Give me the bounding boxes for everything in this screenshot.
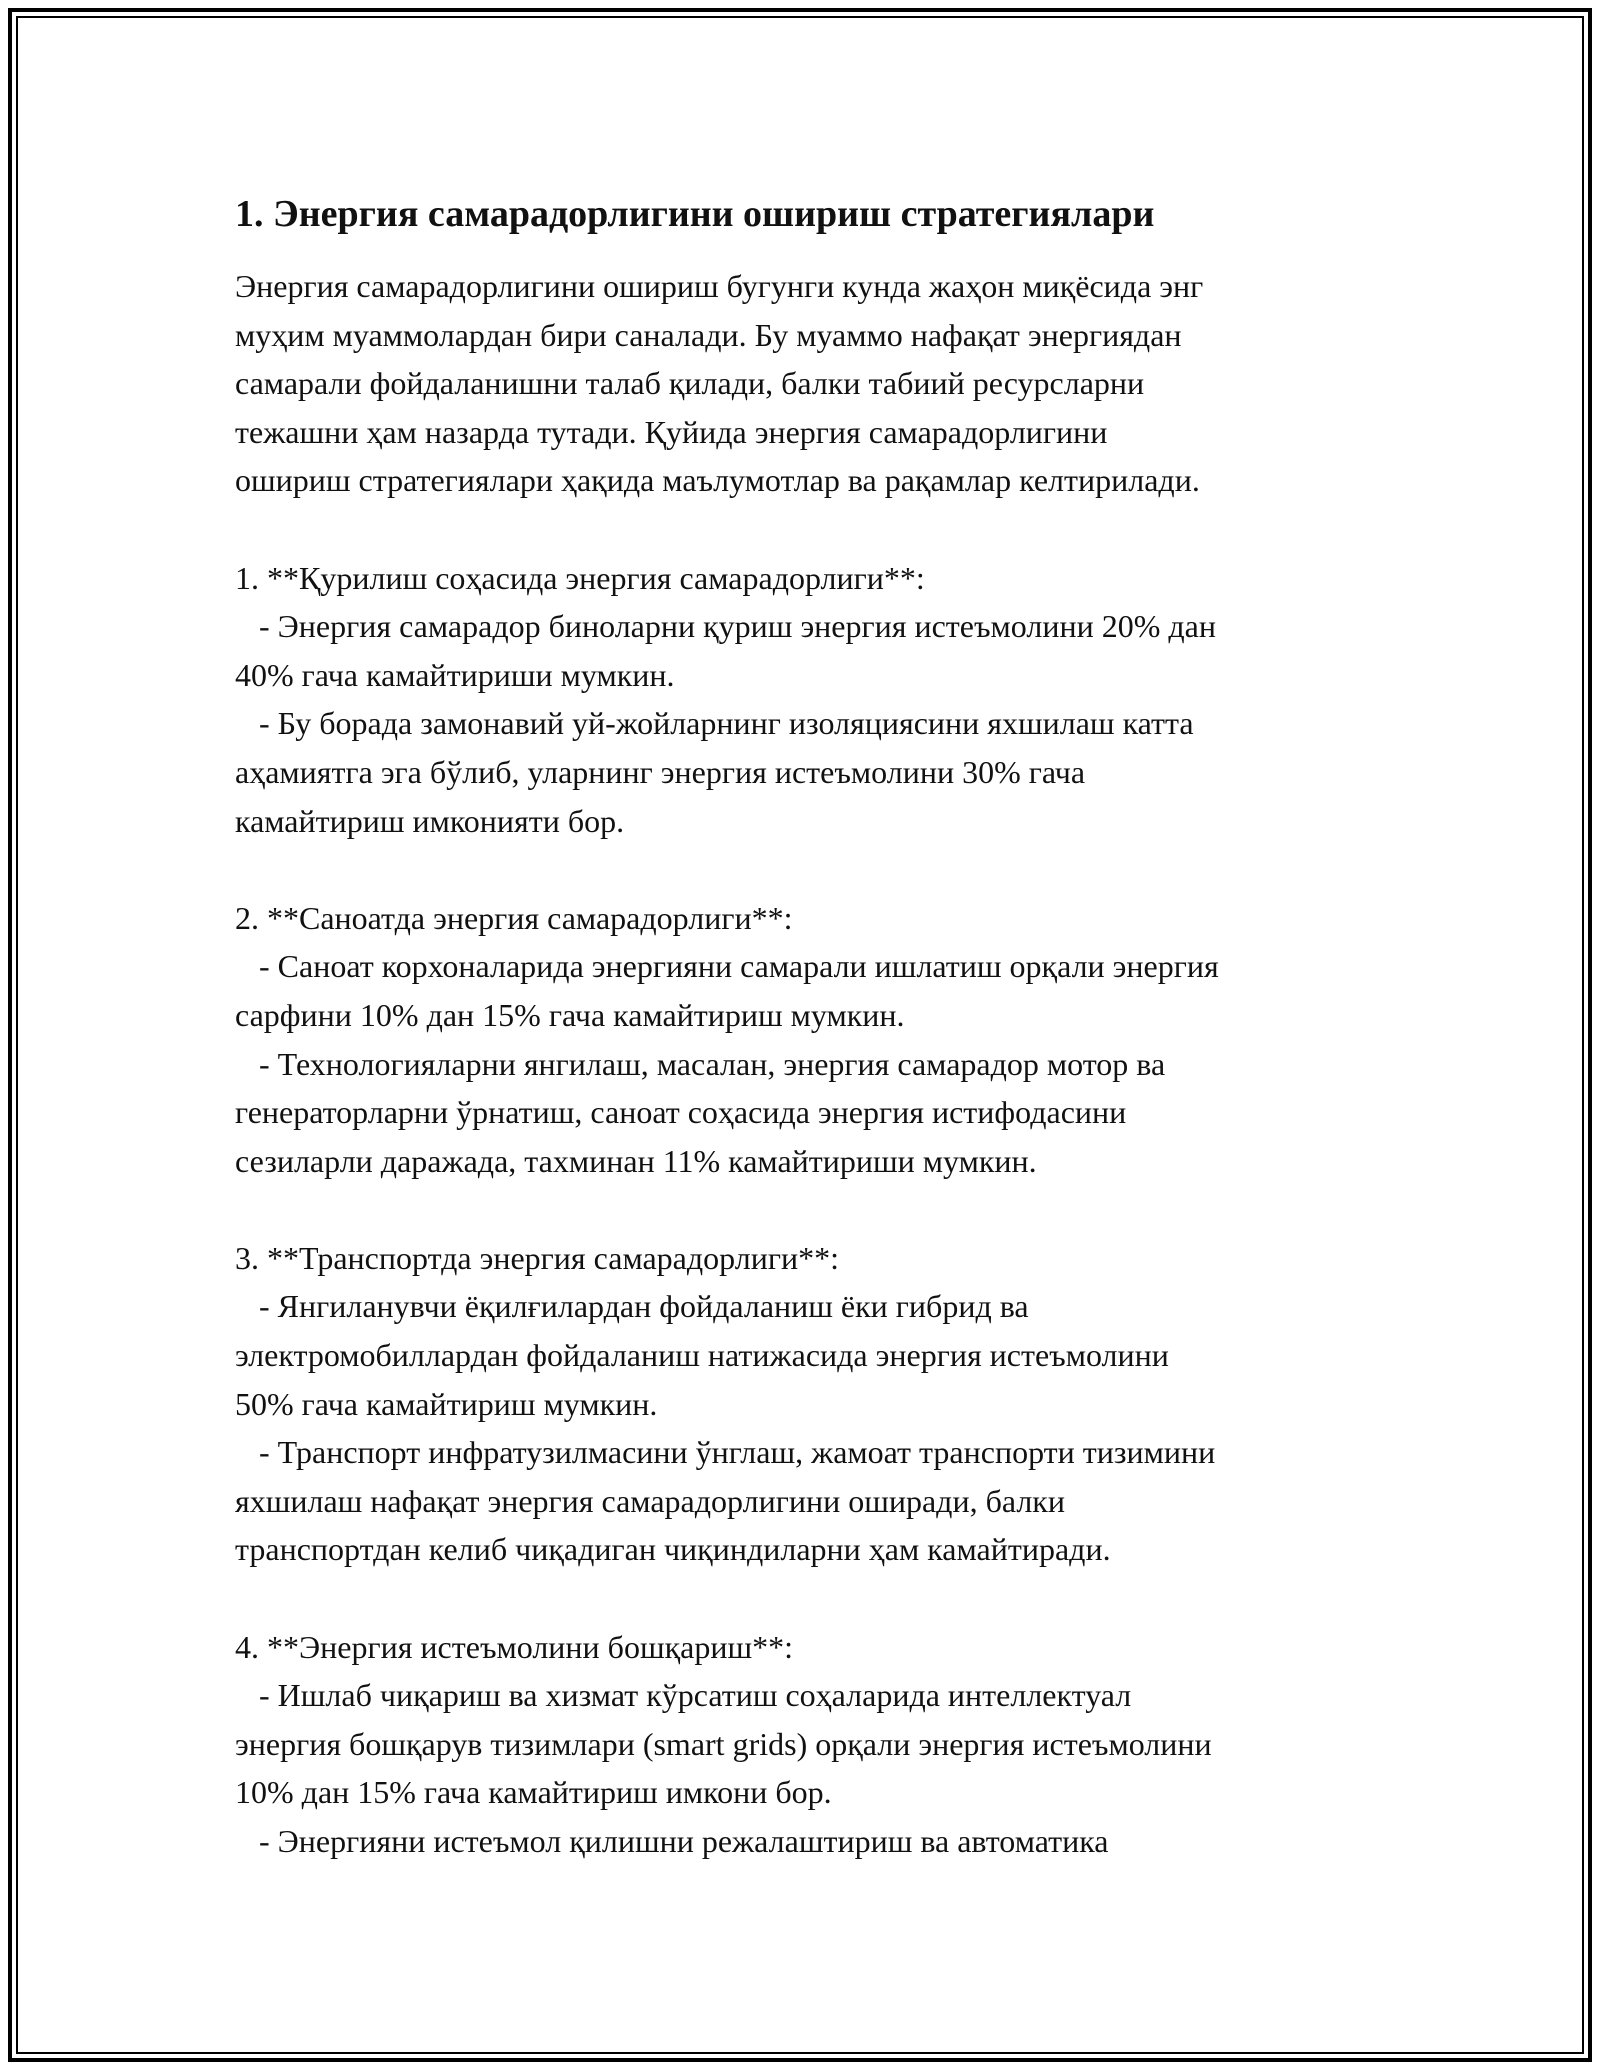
section-4-text: - Ишлаб чиқариш ва хизмат кўрсатиш соҳаларида интеллектуал энергия бошқарув тизимлари (smart grids) орқали энергия истеъмолини 10% дан 15% гача камайтириш имкони бор. - Энергияни истеъмол қилишни режалаштириш ва автоматика xyxy=(235,1677,1212,1859)
intro-paragraph: Энергия самарадорлигини ошириш бугунги кунда жаҳон миқёсида энг муҳим муаммолардан бири саналади. Бу муаммо нафақат энергиядан самарали фойдаланишни талаб қилади, балки табиий ресурсларни тежашни ҳам назарда тутади. Қуйида энергия самарадорлигини ошириш стратегиялари ҳақида маълумотлар ва рақамлар келтирилади. xyxy=(235,268,1204,499)
document-body xyxy=(235,262,1405,1866)
section-1-heading: 1. **Қурилиш соҳасида энергия самарадорлиги**: xyxy=(235,559,925,596)
section-1-text: - Энергия самарадор биноларни қуриш энергия истеъмолини 20% дан 40% гача камайтириши мумкин. - Бу борада замонавий уй-жойларнинг изоляциясини яхшилаш катта аҳамиятга эга бўлиб, уларнинг энергия истеъмолини 30% гача камайтириш имконияти бор. xyxy=(235,608,1216,839)
section-4-heading: 4. **Энергия истеъмолини бошқариш**: xyxy=(235,1628,793,1665)
section-3-heading: 3. **Транспортда энергия самарадорлиги**: xyxy=(235,1239,839,1276)
section-2-text: - Саноат корхоналарида энергияни самарали ишлатиш орқали энергия сарфини 10% дан 15% гача камайтириш мумкин. - Технологияларни янгилаш, масалан, энергия самарадор мотор ва генераторларни ўрнатиш, саноат соҳасида энергия истифодасини сезиларли даражада, тахминан 11% камайтириши мумкин. xyxy=(235,948,1219,1179)
document-title: 1. Энергия самарадорлигини ошириш стратегиялари xyxy=(235,193,1155,235)
document-content xyxy=(235,186,1405,1866)
section-3-text: - Янгиланувчи ёқилғилардан фойдаланиш ёки гибрид ва электромобиллардан фойдаланиш натижасида энергия истеъмолини 50% гача камайтириш мумкин. - Транспорт инфратузилмасини ўнглаш, жамоат транспорти тизимини яхшилаш нафақат энергия самарадорлигини оширади, балки транспортдан келиб чиқадиган чиқиндиларни ҳам камайтиради. xyxy=(235,1288,1216,1568)
section-2-heading: 2. **Саноатда энергия самарадорлиги**: xyxy=(235,899,793,936)
